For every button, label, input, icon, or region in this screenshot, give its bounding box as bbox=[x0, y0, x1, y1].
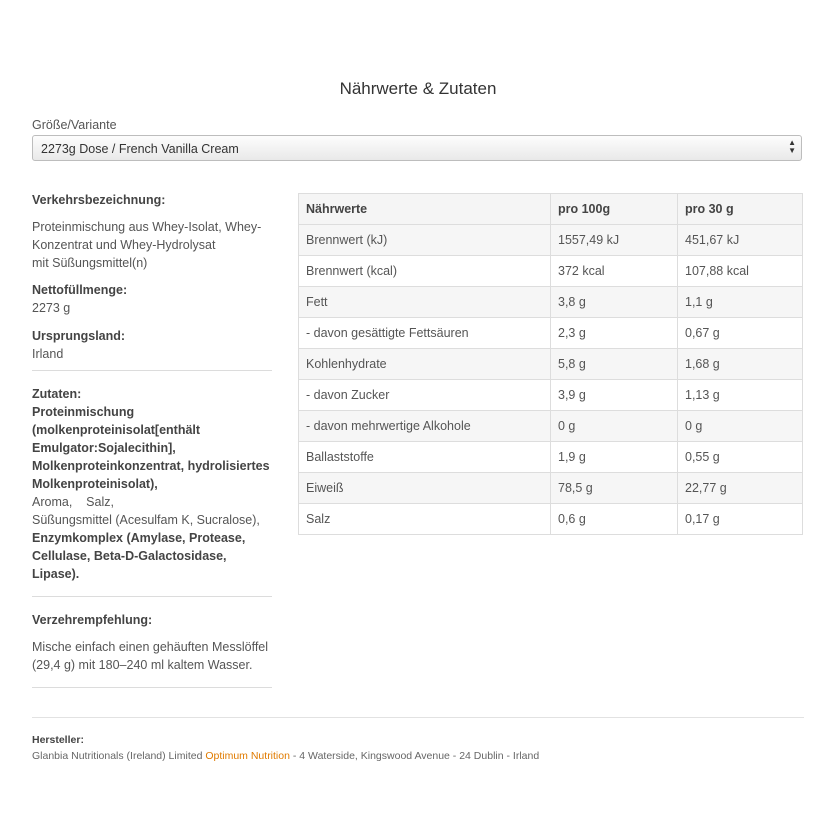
per-30g-cell: 1,13 g bbox=[678, 380, 803, 411]
per-100g-cell: 2,3 g bbox=[551, 318, 678, 349]
section-title: Nährwerte & Zutaten bbox=[339, 79, 497, 98]
nutrient-name-cell: Brennwert (kJ) bbox=[299, 225, 551, 256]
per-100g-cell: 78,5 g bbox=[551, 473, 678, 504]
table-row bbox=[299, 256, 803, 287]
nutrient-name-cell: Fett bbox=[299, 287, 551, 318]
table-row bbox=[299, 504, 803, 535]
divider bbox=[32, 687, 272, 688]
per-30g-cell: 0 g bbox=[678, 411, 803, 442]
table-row bbox=[299, 411, 803, 442]
net-quantity-value: 2273 g bbox=[32, 301, 71, 315]
nutrient-name-cell: - davon Zucker bbox=[299, 380, 551, 411]
nutrient-name-cell: Kohlenhydrate bbox=[299, 349, 551, 380]
product-info bbox=[32, 191, 272, 688]
ingredient-line: Molkenproteinkonzentrat, hydrolisiertes bbox=[32, 459, 270, 473]
select-arrows-icon: ▲ ▼ bbox=[788, 138, 796, 155]
nutrient-name-cell: - davon gesättigte Fettsäuren bbox=[299, 318, 551, 349]
ingredient-line: Süßungsmittel (Acesulfam K, Sucralose), bbox=[32, 513, 260, 527]
manufacturer-info bbox=[32, 750, 539, 762]
per-100g-cell: 5,8 g bbox=[551, 349, 678, 380]
per-100g-cell: 0,6 g bbox=[551, 504, 678, 535]
usage-line: (29,4 g) mit 180–240 ml kaltem Wasser. bbox=[32, 658, 253, 672]
per-100g-cell: 3,9 g bbox=[551, 380, 678, 411]
ingredients-label: Zutaten: bbox=[32, 387, 82, 401]
per-30g-cell: 107,88 kcal bbox=[678, 256, 803, 287]
table-row bbox=[299, 225, 803, 256]
per-30g-cell: 0,55 g bbox=[678, 442, 803, 473]
nutrient-name-cell: Brennwert (kcal) bbox=[299, 256, 551, 287]
column-header: pro 100g bbox=[551, 194, 678, 225]
table-row bbox=[299, 318, 803, 349]
manufacturer-address: - 4 Waterside, Kingswood Avenue - 24 Dublin - Irland bbox=[292, 750, 540, 762]
brand-link[interactable]: Optimum Nutrition bbox=[205, 750, 290, 762]
column-header: Nährwerte bbox=[299, 194, 551, 225]
per-100g-cell: 1,9 g bbox=[551, 442, 678, 473]
ingredient-line: Emulgator:Sojalecithin], bbox=[32, 441, 176, 455]
variant-select-value: 2273g Dose / French Vanilla Cream bbox=[41, 142, 239, 156]
per-30g-cell: 22,77 g bbox=[678, 473, 803, 504]
per-30g-cell: 0,17 g bbox=[678, 504, 803, 535]
designation-line: Proteinmischung aus Whey-Isolat, Whey- bbox=[32, 220, 262, 234]
ingredient-line: Cellulase, Beta-D-Galactosidase, Lipase). bbox=[32, 549, 227, 581]
net-quantity-label: Nettofüllmenge: bbox=[32, 283, 128, 297]
table-row bbox=[299, 287, 803, 318]
table-row bbox=[299, 473, 803, 504]
table-row bbox=[299, 380, 803, 411]
table-row bbox=[299, 442, 803, 473]
ingredient-line: Aroma, Salz, bbox=[32, 495, 114, 509]
table-header-row bbox=[299, 194, 803, 225]
ingredient-line: Proteinmischung bbox=[32, 405, 135, 419]
nutrition-table bbox=[298, 193, 803, 535]
manufacturer-label: Hersteller: bbox=[32, 734, 84, 746]
variant-label: Größe/Variante bbox=[32, 118, 117, 132]
per-100g-cell: 372 kcal bbox=[551, 256, 678, 287]
designation-line: Konzentrat und Whey-Hydrolysat bbox=[32, 238, 216, 252]
ingredient-line: (molkenproteinisolat[enthält bbox=[32, 423, 201, 437]
nutrient-name-cell: Ballaststoffe bbox=[299, 442, 551, 473]
usage-line: Mische einfach einen gehäuften Messlöffel bbox=[32, 640, 269, 654]
per-100g-cell: 3,8 g bbox=[551, 287, 678, 318]
usage-label: Verzehrempfehlung: bbox=[32, 613, 153, 627]
table-row bbox=[299, 349, 803, 380]
nutrient-name-cell: Eiweiß bbox=[299, 473, 551, 504]
per-30g-cell: 0,67 g bbox=[678, 318, 803, 349]
variant-select[interactable] bbox=[32, 135, 802, 161]
per-100g-cell: 1557,49 kJ bbox=[551, 225, 678, 256]
designation-label: Verkehrsbezeichnung: bbox=[32, 193, 166, 207]
per-30g-cell: 451,67 kJ bbox=[678, 225, 803, 256]
column-header: pro 30 g bbox=[678, 194, 803, 225]
ingredient-line: Enzymkomplex (Amylase, Protease, bbox=[32, 531, 246, 545]
per-30g-cell: 1,68 g bbox=[678, 349, 803, 380]
origin-value: Irland bbox=[32, 347, 64, 361]
origin-label: Ursprungsland: bbox=[32, 329, 126, 343]
nutrient-name-cell: - davon mehrwertige Alkohole bbox=[299, 411, 551, 442]
footer-divider bbox=[32, 717, 804, 718]
ingredient-line: Molkenproteinisolat), bbox=[32, 477, 158, 491]
per-30g-cell: 1,1 g bbox=[678, 287, 803, 318]
nutrient-name-cell: Salz bbox=[299, 504, 551, 535]
designation-line: mit Süßungsmittel(n) bbox=[32, 256, 148, 270]
manufacturer-name: Glanbia Nutritionals (Ireland) Limited bbox=[32, 750, 203, 762]
per-100g-cell: 0 g bbox=[551, 411, 678, 442]
